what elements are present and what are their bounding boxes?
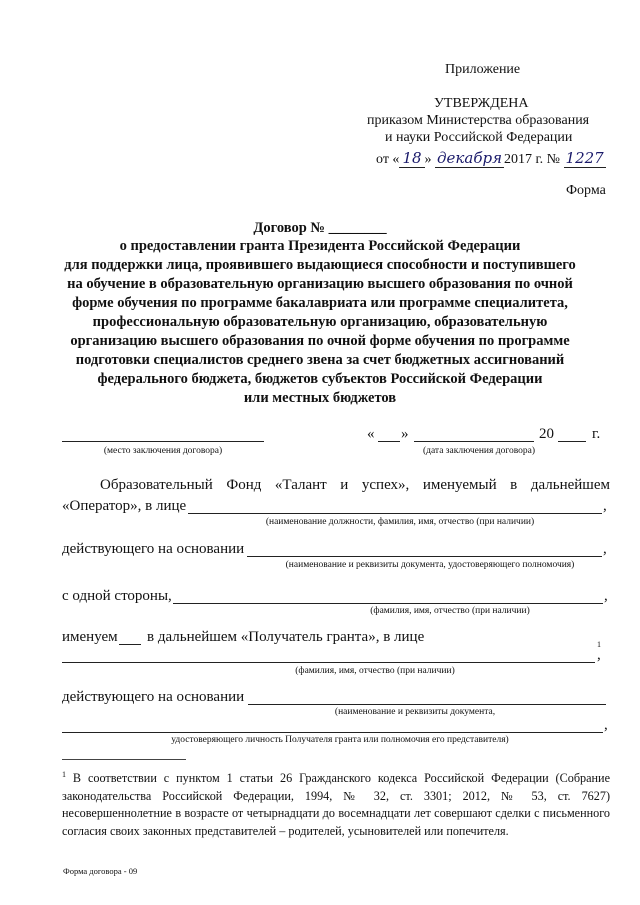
place-caption: (место заключения договора) bbox=[103, 446, 223, 456]
date-caption: (дата заключения договора) bbox=[422, 446, 536, 456]
operator-basis-field[interactable] bbox=[247, 556, 602, 557]
date-mid: » bbox=[424, 152, 432, 167]
date-month-handwritten: декабря bbox=[437, 149, 503, 167]
title-line: на обучение в образовательную организацию высшего образования по очной bbox=[67, 276, 573, 292]
approved-label: УТВЕРЖДЕНА bbox=[434, 96, 529, 111]
footnote-text: В соответствии с пунктом 1 статьи 26 Гражданского кодекса Российской Федерации (Собрание законодательства Российской Федерации, 1994, № 32, ст. 3301; 2012, № 53, ст. 7627) несовершеннолетние в возрасте от четырнадцати до восемнадцати лет совершают сделки с письменного согласия своих законных представителей – родителей, усыновителей или попечителя. bbox=[62, 771, 610, 838]
fio-caption: (фамилия, имя, отчество (при наличии) bbox=[370, 606, 530, 616]
date-prefix: от « bbox=[376, 152, 400, 167]
title-line: федерального бюджета, бюджетов субъектов Российской Федерации bbox=[97, 371, 543, 387]
recipient-basis-field[interactable] bbox=[248, 704, 606, 705]
footnote-reference: 1 bbox=[597, 640, 601, 649]
document-caption: (наименование и реквизиты документа, bbox=[334, 707, 496, 717]
date-open-quote: « bbox=[367, 426, 375, 442]
year-field-line[interactable] bbox=[558, 441, 586, 442]
order-date-line bbox=[376, 149, 606, 168]
place-field-line[interactable] bbox=[62, 441, 264, 442]
one-side-label: с одной стороны, bbox=[62, 588, 172, 604]
representative-caption: (наименование должности, фамилия, имя, отчество (при наличии) bbox=[265, 517, 535, 527]
order-line-1: приказом Министерства образования bbox=[367, 113, 590, 128]
form-footer-label: Форма договора - 09 bbox=[63, 866, 138, 876]
one-side-field[interactable] bbox=[173, 603, 603, 604]
appendix-label: Приложение bbox=[445, 62, 521, 77]
title-line: или местных бюджетов bbox=[243, 390, 397, 406]
contract-number-title: Договор № ________ bbox=[253, 220, 387, 236]
operator-basis-label: действующего на основании bbox=[62, 541, 245, 557]
order-line-2: и науки Российской Федерации bbox=[385, 130, 573, 145]
date-close-quote: » bbox=[401, 426, 409, 442]
title-line: профессиональную образовательную организацию, образовательную bbox=[92, 314, 548, 330]
title-line: организацию высшего образования по очной форме обучения по программе bbox=[70, 333, 570, 349]
footnote bbox=[62, 766, 610, 840]
comma: , bbox=[597, 647, 601, 663]
comma: , bbox=[604, 717, 608, 733]
identity-caption: удостоверяющего личность Получателя гранта или полномочия его представителя) bbox=[171, 735, 509, 745]
year-prefix: 20 bbox=[539, 426, 554, 442]
day-field-line[interactable] bbox=[378, 441, 400, 442]
month-field-line[interactable] bbox=[414, 441, 534, 442]
operator-paragraph-line-1: Образовательный Фонд «Талант и успех», именуемый в дальнейшем bbox=[100, 477, 610, 493]
footnote-separator bbox=[62, 759, 186, 760]
comma: , bbox=[603, 498, 607, 514]
fio-caption: (фамилия, имя, отчество (при наличии) bbox=[295, 666, 455, 676]
comma: , bbox=[603, 541, 607, 557]
recipient-basis-label: действующего на основании bbox=[62, 689, 245, 705]
recipient-basis-field-2[interactable] bbox=[62, 732, 603, 733]
date-year: 2017 г. № bbox=[504, 152, 561, 167]
footnote-mark: 1 bbox=[62, 770, 66, 779]
operator-paragraph-line-2: «Оператор», в лице bbox=[62, 498, 187, 514]
recipient-label: в дальнейшем «Получатель гранта», в лице bbox=[147, 629, 425, 645]
named-label: именуем bbox=[62, 629, 118, 645]
gender-ending-field[interactable] bbox=[119, 644, 141, 645]
basis-caption: (наименование и реквизиты документа, удостоверяющего полномочия) bbox=[285, 560, 575, 570]
contract-subject-title bbox=[40, 237, 600, 408]
operator-representative-field[interactable] bbox=[188, 513, 602, 514]
order-number-handwritten: 1227 bbox=[565, 149, 604, 167]
title-line: для поддержки лица, проявившего выдающиеся способности и поступившего bbox=[64, 257, 576, 273]
recipient-representative-field[interactable] bbox=[62, 662, 595, 663]
year-suffix: г. bbox=[592, 426, 601, 442]
date-day-handwritten: 18 bbox=[399, 149, 424, 168]
title-line: подготовки специалистов среднего звена за счет бюджетных ассигнований bbox=[75, 352, 565, 368]
comma: , bbox=[604, 588, 608, 604]
title-line: форме обучения по программе бакалавриата или программе специалитета, bbox=[72, 295, 568, 311]
title-line: о предоставлении гранта Президента Российской Федерации bbox=[119, 238, 521, 254]
form-label: Форма bbox=[566, 183, 606, 198]
